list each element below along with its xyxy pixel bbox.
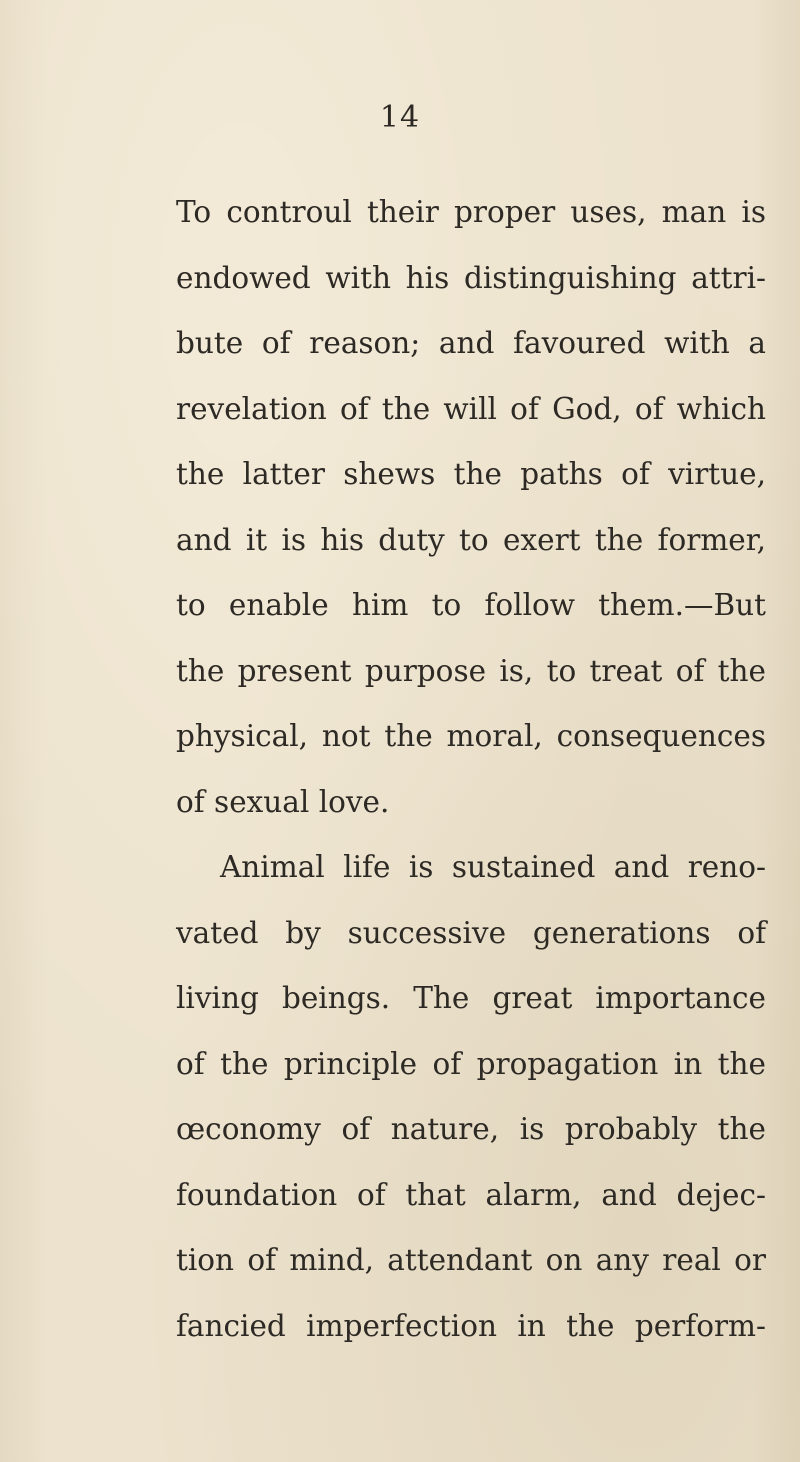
text-line: to enable him to follow them.—But [176,588,766,622]
paragraph-end-line: of sexual love. [176,784,390,819]
text-line: tion of mind, attendant on any real or [176,1243,766,1277]
paragraph-start-line: Animal life is sustained and reno- [220,850,766,884]
text-line: living beings. The great importance [176,981,766,1015]
text-line: œconomy of nature, is probably the [176,1112,766,1146]
text-line: of the principle of propagation in the [176,1046,766,1081]
text-line: revelation of the will of God, of which [176,391,766,426]
text-line: foundation of that alarm, and dejec- [176,1177,766,1212]
text-line: the latter shews the paths of virtue, [176,457,766,491]
text-line: endowed with his distinguishing attri- [176,260,766,295]
text-line: vated by successive generations of [176,915,766,950]
text-line: physical, not the moral, consequences [176,719,766,753]
body-text [176,180,766,1359]
text-line: and it is his duty to exert the former, [176,522,766,557]
text-line: bute of reason; and favoured with a [176,326,766,360]
text-line: the present purpose is, to treat of the [176,653,766,688]
text-line: To controul their proper uses, man is [176,195,766,229]
text-line: fancied imperfection in the perform- [176,1308,766,1343]
page-number: 14 [379,100,421,135]
